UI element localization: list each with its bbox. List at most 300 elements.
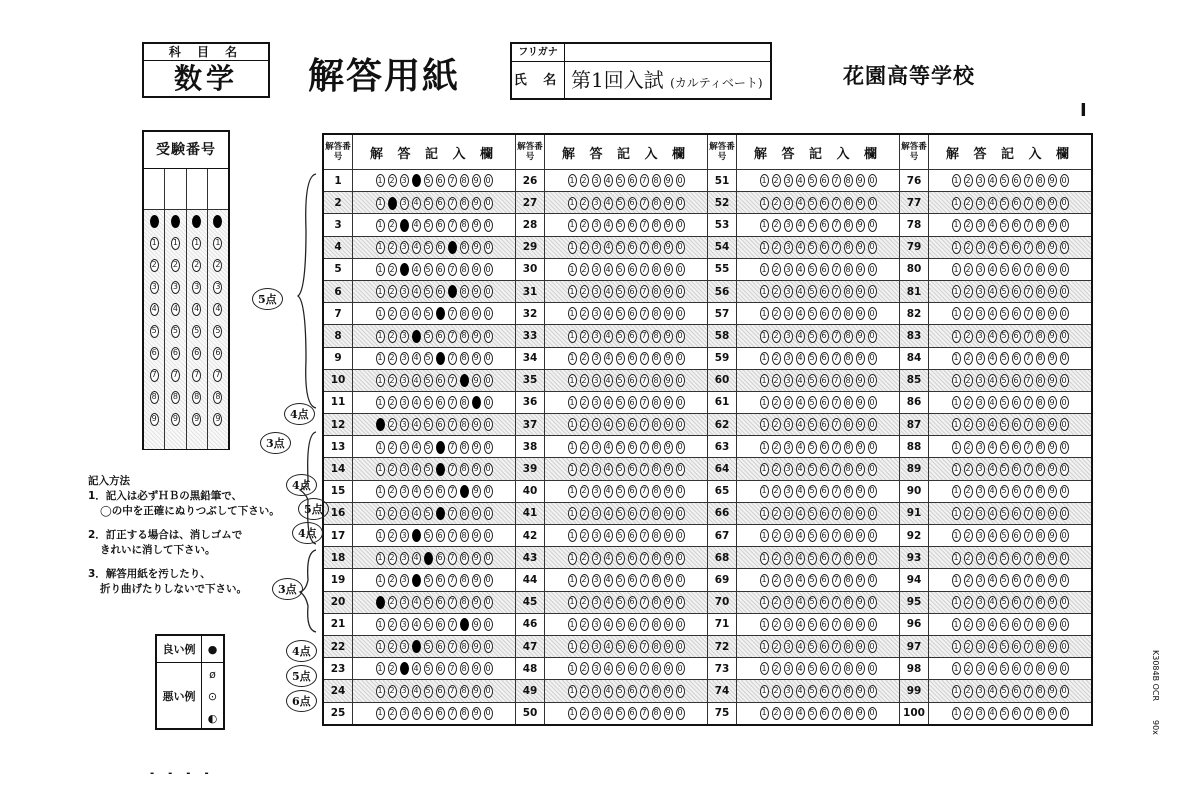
answer-bubble[interactable]: 0 [484,441,493,454]
answer-bubble[interactable]: 6 [436,352,445,365]
answer-bubble[interactable]: 9 [472,374,481,387]
exam-digit-bubble[interactable]: 3 [150,281,159,294]
answer-bubble[interactable]: 6 [628,596,637,609]
answer-bubble[interactable]: 5 [424,463,433,476]
answer-bubble[interactable]: 2 [580,618,589,631]
answer-bubble[interactable]: 4 [988,307,997,320]
answer-bubble[interactable]: 1 [952,552,961,565]
answer-bubble[interactable]: 4 [604,241,613,254]
answer-bubble[interactable]: 9 [664,330,673,343]
answer-bubble[interactable]: 4 [988,596,997,609]
answer-bubble[interactable]: 9 [664,529,673,542]
exam-digit-bubble[interactable]: 0 [213,215,222,228]
answer-bubble[interactable]: 6 [820,352,829,365]
exam-digit-bubble[interactable]: 9 [192,413,201,426]
answer-bubble[interactable]: 9 [664,707,673,720]
exam-digit-bubble[interactable]: 2 [213,259,222,272]
answer-bubble[interactable]: 1 [376,640,385,653]
answer-bubble[interactable]: 7 [1024,574,1033,587]
answer-bubble[interactable]: 1 [568,463,577,476]
answer-bubble[interactable]: 3 [400,197,409,210]
answer-bubble[interactable]: 8 [844,174,853,187]
answer-bubble[interactable]: 4 [796,219,805,232]
answer-bubble[interactable]: 5 [616,707,625,720]
answer-bubble[interactable]: 8 [652,441,661,454]
answer-bubble[interactable]: 1 [568,596,577,609]
answer-bubble[interactable]: 8 [844,618,853,631]
answer-bubble[interactable]: 3 [976,330,985,343]
answer-bubble[interactable]: 1 [760,640,769,653]
answer-bubble[interactable]: 5 [616,374,625,387]
answer-bubble[interactable]: 5 [1000,662,1009,675]
answer-bubble[interactable]: 8 [1036,352,1045,365]
answer-bubble[interactable]: 9 [664,618,673,631]
answer-bubble[interactable]: 3 [784,685,793,698]
answer-bubble[interactable]: 9 [1048,174,1057,187]
answer-bubble[interactable]: 4 [988,662,997,675]
answer-bubble[interactable]: 2 [772,463,781,476]
answer-bubble[interactable]: 9 [472,685,481,698]
answer-bubble[interactable]: 3 [784,307,793,320]
answer-bubble[interactable]: 2 [580,441,589,454]
answer-bubble[interactable]: 5 [1000,574,1009,587]
answer-bubble[interactable]: 9 [856,174,865,187]
answer-bubble[interactable]: 2 [580,640,589,653]
answer-bubble[interactable]: 0 [484,374,493,387]
answer-bubble[interactable]: 8 [652,618,661,631]
answer-bubble[interactable]: 7 [1024,374,1033,387]
answer-bubble[interactable]: 3 [592,241,601,254]
answer-bubble[interactable]: 3 [784,174,793,187]
answer-bubble[interactable]: 8 [652,263,661,276]
answer-bubble[interactable]: 3 [784,441,793,454]
answer-bubble[interactable]: 1 [760,618,769,631]
answer-bubble[interactable]: 0 [868,441,877,454]
answer-bubble[interactable]: 9 [472,707,481,720]
answer-bubble[interactable]: 2 [964,529,973,542]
answer-bubble[interactable]: 6 [628,263,637,276]
answer-bubble[interactable]: 9 [664,574,673,587]
answer-bubble[interactable]: 9 [664,463,673,476]
answer-bubble[interactable]: 5 [616,352,625,365]
answer-bubble[interactable]: 2 [580,396,589,409]
answer-bubble[interactable]: 2 [388,307,397,320]
answer-bubble[interactable]: 6 [820,618,829,631]
answer-bubble[interactable]: 2 [964,307,973,320]
answer-bubble[interactable]: 6 [1012,552,1021,565]
answer-bubble[interactable]: 1 [952,241,961,254]
answer-bubble[interactable]: 4 [604,285,613,298]
answer-bubble[interactable]: 0 [676,396,685,409]
answer-bubble[interactable]: 5 [424,197,433,210]
answer-bubble[interactable]: 7 [448,307,457,320]
answer-bubble[interactable]: 5 [1000,263,1009,276]
answer-bubble[interactable]: 9 [856,263,865,276]
answer-bubble[interactable]: 1 [952,529,961,542]
answer-bubble[interactable]: 5 [424,707,433,720]
answer-bubble[interactable]: 2 [964,618,973,631]
answer-bubble[interactable]: 9 [472,330,481,343]
answer-bubble[interactable]: 5 [1000,507,1009,520]
answer-bubble[interactable]: 8 [844,640,853,653]
answer-bubble[interactable]: 4 [988,197,997,210]
answer-bubble[interactable]: 6 [820,707,829,720]
exam-digit-bubble[interactable]: 6 [192,347,201,360]
answer-bubble[interactable]: 6 [628,485,637,498]
answer-bubble[interactable]: 9 [1048,707,1057,720]
answer-bubble[interactable]: 7 [1024,307,1033,320]
answer-bubble[interactable]: 0 [1060,285,1069,298]
answer-bubble[interactable]: 0 [868,374,877,387]
answer-bubble[interactable]: 5 [424,596,433,609]
answer-bubble[interactable]: 1 [760,574,769,587]
answer-bubble[interactable]: 7 [832,596,841,609]
answer-bubble[interactable]: 3 [592,263,601,276]
answer-bubble[interactable]: 4 [988,219,997,232]
answer-bubble[interactable]: 2 [964,197,973,210]
answer-bubble[interactable]: 3 [976,507,985,520]
answer-bubble[interactable]: 9 [856,640,865,653]
answer-bubble[interactable]: 5 [424,529,433,542]
answer-bubble[interactable]: 1 [568,574,577,587]
answer-bubble[interactable]: 8 [844,241,853,254]
answer-bubble[interactable]: 6 [1012,441,1021,454]
answer-bubble[interactable]: 6 [820,441,829,454]
answer-bubble[interactable]: 7 [1024,463,1033,476]
answer-bubble[interactable]: 4 [604,596,613,609]
answer-bubble[interactable]: 3 [400,707,409,720]
answer-bubble[interactable]: 1 [760,552,769,565]
answer-bubble[interactable]: 8 [460,263,469,276]
answer-bubble[interactable]: 0 [676,596,685,609]
answer-bubble[interactable]: 1 [568,285,577,298]
answer-bubble[interactable]: 2 [388,285,397,298]
answer-bubble[interactable]: 8 [844,596,853,609]
answer-bubble[interactable]: 9 [1048,685,1057,698]
answer-bubble[interactable]: 9 [664,241,673,254]
answer-bubble[interactable]: 6 [628,441,637,454]
answer-bubble[interactable]: 5 [808,463,817,476]
answer-bubble[interactable]: 1 [760,507,769,520]
answer-bubble[interactable]: 6 [436,529,445,542]
answer-bubble[interactable]: 5 [424,174,433,187]
exam-digit-bubble[interactable]: 8 [192,391,201,404]
answer-bubble[interactable]: 6 [436,241,445,254]
answer-bubble[interactable]: 0 [868,241,877,254]
answer-bubble[interactable]: 1 [376,662,385,675]
answer-bubble[interactable]: 5 [424,662,433,675]
answer-bubble[interactable]: 3 [400,374,409,387]
answer-bubble[interactable]: 8 [652,352,661,365]
answer-bubble[interactable]: 8 [460,485,469,498]
answer-bubble[interactable]: 9 [472,174,481,187]
answer-bubble[interactable]: 3 [400,330,409,343]
answer-bubble[interactable]: 8 [844,685,853,698]
answer-bubble[interactable]: 1 [952,441,961,454]
answer-bubble[interactable]: 1 [376,707,385,720]
answer-bubble[interactable]: 9 [1048,640,1057,653]
answer-bubble[interactable]: 2 [964,219,973,232]
answer-bubble[interactable]: 2 [388,441,397,454]
answer-bubble[interactable]: 6 [1012,285,1021,298]
answer-bubble[interactable]: 4 [988,241,997,254]
answer-bubble[interactable]: 9 [856,552,865,565]
answer-bubble[interactable]: 3 [784,197,793,210]
answer-bubble[interactable]: 0 [868,707,877,720]
answer-bubble[interactable]: 6 [820,285,829,298]
exam-digit-bubble[interactable]: 1 [150,237,159,250]
answer-bubble[interactable]: 2 [772,507,781,520]
answer-bubble[interactable]: 8 [844,197,853,210]
answer-bubble[interactable]: 8 [844,418,853,431]
answer-bubble[interactable]: 0 [868,352,877,365]
answer-bubble[interactable]: 1 [760,374,769,387]
answer-bubble[interactable]: 7 [832,707,841,720]
exam-digit-bubble[interactable]: 0 [171,215,180,228]
exam-digit-bubble[interactable]: 5 [192,325,201,338]
answer-bubble[interactable]: 0 [1060,618,1069,631]
answer-bubble[interactable]: 2 [580,596,589,609]
answer-bubble[interactable]: 5 [1000,197,1009,210]
answer-bubble[interactable]: 3 [976,352,985,365]
answer-bubble[interactable]: 4 [988,529,997,542]
answer-bubble[interactable]: 1 [760,352,769,365]
answer-bubble[interactable]: 7 [1024,596,1033,609]
answer-bubble[interactable]: 5 [1000,352,1009,365]
answer-bubble[interactable]: 0 [484,485,493,498]
answer-bubble[interactable]: 3 [976,263,985,276]
exam-digit-bubble[interactable]: 6 [171,347,180,360]
answer-bubble[interactable]: 4 [796,662,805,675]
answer-bubble[interactable]: 4 [604,507,613,520]
answer-bubble[interactable]: 5 [1000,685,1009,698]
answer-bubble[interactable]: 8 [652,418,661,431]
answer-bubble[interactable]: 1 [568,662,577,675]
answer-bubble[interactable]: 6 [820,174,829,187]
answer-bubble[interactable]: 0 [676,263,685,276]
answer-bubble[interactable]: 9 [856,396,865,409]
answer-bubble[interactable]: 0 [676,330,685,343]
answer-bubble[interactable]: 8 [652,596,661,609]
answer-bubble[interactable]: 8 [460,596,469,609]
exam-number-write-cell[interactable] [144,169,164,210]
answer-bubble[interactable]: 2 [580,307,589,320]
answer-bubble[interactable]: 1 [376,529,385,542]
answer-bubble[interactable]: 4 [604,396,613,409]
answer-bubble[interactable]: 1 [568,640,577,653]
answer-bubble[interactable]: 1 [952,485,961,498]
answer-bubble[interactable]: 4 [412,707,421,720]
answer-bubble[interactable]: 2 [964,552,973,565]
answer-bubble[interactable]: 0 [1060,574,1069,587]
answer-bubble[interactable]: 3 [592,285,601,298]
answer-bubble[interactable]: 1 [376,396,385,409]
answer-bubble[interactable]: 1 [952,685,961,698]
answer-bubble[interactable]: 7 [1024,707,1033,720]
answer-bubble[interactable]: 7 [640,618,649,631]
answer-bubble[interactable]: 7 [448,263,457,276]
answer-bubble[interactable]: 6 [628,640,637,653]
answer-bubble[interactable]: 0 [484,330,493,343]
answer-bubble[interactable]: 6 [820,685,829,698]
answer-bubble[interactable]: 0 [868,574,877,587]
answer-bubble[interactable]: 9 [856,662,865,675]
answer-bubble[interactable]: 0 [676,707,685,720]
answer-bubble[interactable]: 0 [868,618,877,631]
answer-bubble[interactable]: 9 [472,618,481,631]
answer-bubble[interactable]: 5 [808,640,817,653]
answer-bubble[interactable]: 8 [652,330,661,343]
answer-bubble[interactable]: 3 [400,552,409,565]
answer-bubble[interactable]: 7 [1024,418,1033,431]
answer-bubble[interactable]: 3 [784,263,793,276]
answer-bubble[interactable]: 4 [796,418,805,431]
answer-bubble[interactable]: 7 [640,529,649,542]
answer-bubble[interactable]: 7 [832,574,841,587]
answer-bubble[interactable]: 8 [460,219,469,232]
answer-bubble[interactable]: 1 [376,219,385,232]
answer-bubble[interactable]: 9 [664,197,673,210]
answer-bubble[interactable]: 2 [772,197,781,210]
answer-bubble[interactable]: 2 [772,596,781,609]
answer-bubble[interactable]: 7 [832,685,841,698]
answer-bubble[interactable]: 1 [760,219,769,232]
answer-bubble[interactable]: 6 [436,463,445,476]
answer-bubble[interactable]: 8 [652,396,661,409]
answer-bubble[interactable]: 5 [1000,418,1009,431]
answer-bubble[interactable]: 9 [1048,352,1057,365]
answer-bubble[interactable]: 7 [1024,485,1033,498]
answer-bubble[interactable]: 9 [856,307,865,320]
answer-bubble[interactable]: 9 [472,574,481,587]
answer-bubble[interactable]: 0 [868,685,877,698]
answer-bubble[interactable]: 7 [448,485,457,498]
answer-bubble[interactable]: 2 [772,263,781,276]
answer-bubble[interactable]: 2 [772,485,781,498]
answer-bubble[interactable]: 8 [460,396,469,409]
answer-bubble[interactable]: 9 [856,685,865,698]
exam-number-write-cell[interactable] [208,169,228,210]
answer-bubble[interactable]: 2 [580,662,589,675]
answer-bubble[interactable]: 4 [412,374,421,387]
answer-bubble[interactable]: 5 [808,596,817,609]
answer-bubble[interactable]: 7 [1024,529,1033,542]
answer-bubble[interactable]: 4 [412,640,421,653]
answer-bubble[interactable]: 1 [760,263,769,276]
answer-bubble[interactable]: 9 [1048,485,1057,498]
answer-bubble[interactable]: 5 [808,574,817,587]
answer-bubble[interactable]: 3 [976,618,985,631]
answer-bubble[interactable]: 2 [964,574,973,587]
answer-bubble[interactable]: 7 [448,552,457,565]
answer-bubble[interactable]: 1 [376,174,385,187]
answer-bubble[interactable]: 5 [616,174,625,187]
answer-bubble[interactable]: 0 [868,596,877,609]
answer-bubble[interactable]: 1 [568,685,577,698]
answer-bubble[interactable]: 3 [784,352,793,365]
answer-bubble[interactable]: 4 [604,219,613,232]
answer-bubble[interactable]: 5 [616,307,625,320]
answer-bubble[interactable]: 3 [592,396,601,409]
answer-bubble[interactable]: 0 [676,685,685,698]
answer-bubble[interactable]: 4 [604,685,613,698]
answer-bubble[interactable]: 5 [808,330,817,343]
answer-bubble[interactable]: 8 [1036,307,1045,320]
answer-bubble[interactable]: 5 [1000,307,1009,320]
answer-bubble[interactable]: 2 [964,263,973,276]
answer-bubble[interactable]: 5 [616,418,625,431]
answer-bubble[interactable]: 2 [388,596,397,609]
exam-digit-bubble[interactable]: 1 [192,237,201,250]
answer-bubble[interactable]: 6 [820,263,829,276]
answer-bubble[interactable]: 2 [388,219,397,232]
answer-bubble[interactable]: 3 [400,685,409,698]
answer-bubble[interactable]: 5 [808,662,817,675]
answer-bubble[interactable]: 1 [568,307,577,320]
answer-bubble[interactable]: 7 [640,285,649,298]
answer-bubble[interactable]: 4 [412,330,421,343]
answer-bubble[interactable]: 3 [592,174,601,187]
answer-bubble[interactable]: 0 [868,263,877,276]
answer-bubble[interactable]: 8 [844,285,853,298]
answer-bubble[interactable]: 6 [820,485,829,498]
answer-bubble[interactable]: 1 [760,285,769,298]
answer-bubble[interactable]: 7 [448,529,457,542]
answer-bubble[interactable]: 0 [676,241,685,254]
answer-bubble[interactable]: 9 [664,662,673,675]
answer-bubble[interactable]: 0 [1060,374,1069,387]
answer-bubble[interactable]: 1 [760,529,769,542]
answer-bubble[interactable]: 5 [808,418,817,431]
answer-bubble[interactable]: 4 [604,307,613,320]
answer-bubble[interactable]: 3 [784,707,793,720]
answer-bubble[interactable]: 3 [784,596,793,609]
answer-bubble[interactable]: 4 [412,219,421,232]
answer-bubble[interactable]: 6 [1012,507,1021,520]
answer-bubble[interactable]: 2 [580,485,589,498]
answer-bubble[interactable]: 3 [400,396,409,409]
answer-bubble[interactable]: 2 [964,352,973,365]
exam-digit-bubble[interactable]: 3 [192,281,201,294]
answer-bubble[interactable]: 1 [760,707,769,720]
answer-bubble[interactable]: 9 [664,685,673,698]
answer-bubble[interactable]: 1 [952,374,961,387]
answer-bubble[interactable]: 7 [640,662,649,675]
answer-bubble[interactable]: 1 [568,396,577,409]
answer-bubble[interactable]: 5 [808,441,817,454]
answer-bubble[interactable]: 7 [640,241,649,254]
answer-bubble[interactable]: 0 [676,529,685,542]
answer-bubble[interactable]: 6 [1012,219,1021,232]
answer-bubble[interactable]: 3 [592,685,601,698]
answer-bubble[interactable]: 0 [484,707,493,720]
answer-bubble[interactable]: 8 [460,507,469,520]
answer-bubble[interactable]: 8 [1036,263,1045,276]
answer-bubble[interactable]: 8 [460,197,469,210]
answer-bubble[interactable]: 8 [844,507,853,520]
answer-bubble[interactable]: 3 [400,596,409,609]
answer-bubble[interactable]: 4 [988,174,997,187]
answer-bubble[interactable]: 5 [1000,241,1009,254]
answer-bubble[interactable]: 5 [424,441,433,454]
answer-bubble[interactable]: 9 [1048,574,1057,587]
answer-bubble[interactable]: 5 [424,352,433,365]
answer-bubble[interactable]: 5 [616,596,625,609]
answer-bubble[interactable]: 8 [460,374,469,387]
answer-bubble[interactable]: 9 [472,596,481,609]
answer-bubble[interactable]: 1 [568,374,577,387]
answer-bubble[interactable]: 2 [964,418,973,431]
